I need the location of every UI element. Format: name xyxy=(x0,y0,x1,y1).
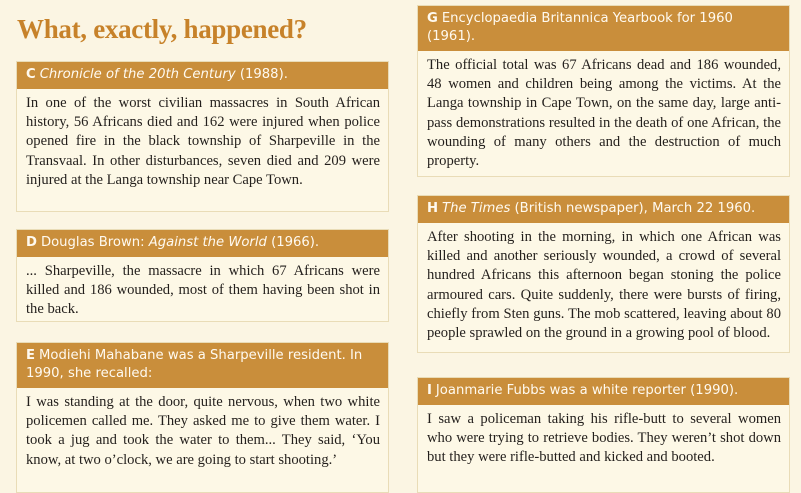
source-i xyxy=(417,377,790,493)
source-heading-text: (1988). xyxy=(235,67,288,82)
source-i-heading xyxy=(418,378,789,405)
page-title: What, exactly, happened? xyxy=(17,14,307,44)
source-letter: G xyxy=(427,11,438,26)
source-e-text: I was standing at the door, quite nervous, when two white policemen called me. They asked me to give them water. I took a jug and took the water to them... They said, ‘You know, at two o’clock, we are going to start shooting.’ xyxy=(26,394,380,468)
source-d-heading xyxy=(17,230,388,257)
source-c-text: In one of the worst civilian massacres in South African history, 56 Africans died and 162 were injured when police opened fire in the black township of Sharpeville in the Transvaal. In other disturbances, seven died and 209 were injured at the Langa township near Cape Town. xyxy=(26,95,380,188)
source-title: The Times xyxy=(442,201,511,216)
source-letter: D xyxy=(26,235,37,250)
source-title: Chronicle of the 20th Century xyxy=(39,67,236,82)
source-heading-text: Joanmarie Fubbs was a white reporter (1990). xyxy=(435,383,739,398)
source-e-heading xyxy=(17,343,388,388)
source-g-text: The official total was 67 Africans dead and 186 wounded, 48 women and children being among the victims. At the Langa township in Cape Town, on the same day, large anti-pass demonstrations resulted in the death of one African, the wounding of many others and the destruction of much property. xyxy=(427,57,781,170)
source-heading-text: Douglas Brown: xyxy=(40,235,149,250)
source-c xyxy=(16,61,389,212)
source-letter: H xyxy=(427,201,439,216)
source-heading-text: (British newspaper), March 22 1960. xyxy=(510,201,756,216)
source-h-heading xyxy=(418,196,789,223)
source-h-text: After shooting in the morning, in which one African was killed and another seriously wounded, a crowd of several hundred Africans this afternoon began stoning the police armoured cars. Quite suddenly, there were bursts of firing, chiefly from Sten guns. The mob scattered, leaving about 80 people sprawled on the ground in a growing pool of blood. xyxy=(427,229,781,342)
source-e xyxy=(16,342,389,493)
source-h xyxy=(417,195,790,353)
source-g xyxy=(417,5,790,177)
source-g-heading xyxy=(418,6,789,51)
source-letter: I xyxy=(427,383,432,398)
source-heading-text: (1966). xyxy=(266,235,320,250)
source-title: Against the World xyxy=(148,235,267,250)
source-d xyxy=(16,229,389,322)
source-heading-text: Encyclopaedia Britannica Yearbook for 1960 (1961). xyxy=(427,11,733,44)
source-d-text: ... Sharpeville, the massacre in which 67 Africans were killed and 186 wounded, most of them having been shot in the back. xyxy=(26,263,380,318)
source-letter: C xyxy=(26,67,36,82)
source-c-heading xyxy=(17,62,388,89)
source-i-text: I saw a policeman taking his rifle-butt to several women who were trying to retrieve bodies. They weren’t shot down but they were rifle-butted and kicked and booted. xyxy=(427,411,781,466)
source-letter: E xyxy=(26,348,36,363)
source-heading-text: Modiehi Mahabane was a Sharpeville resident. In 1990, she recalled: xyxy=(26,348,363,381)
